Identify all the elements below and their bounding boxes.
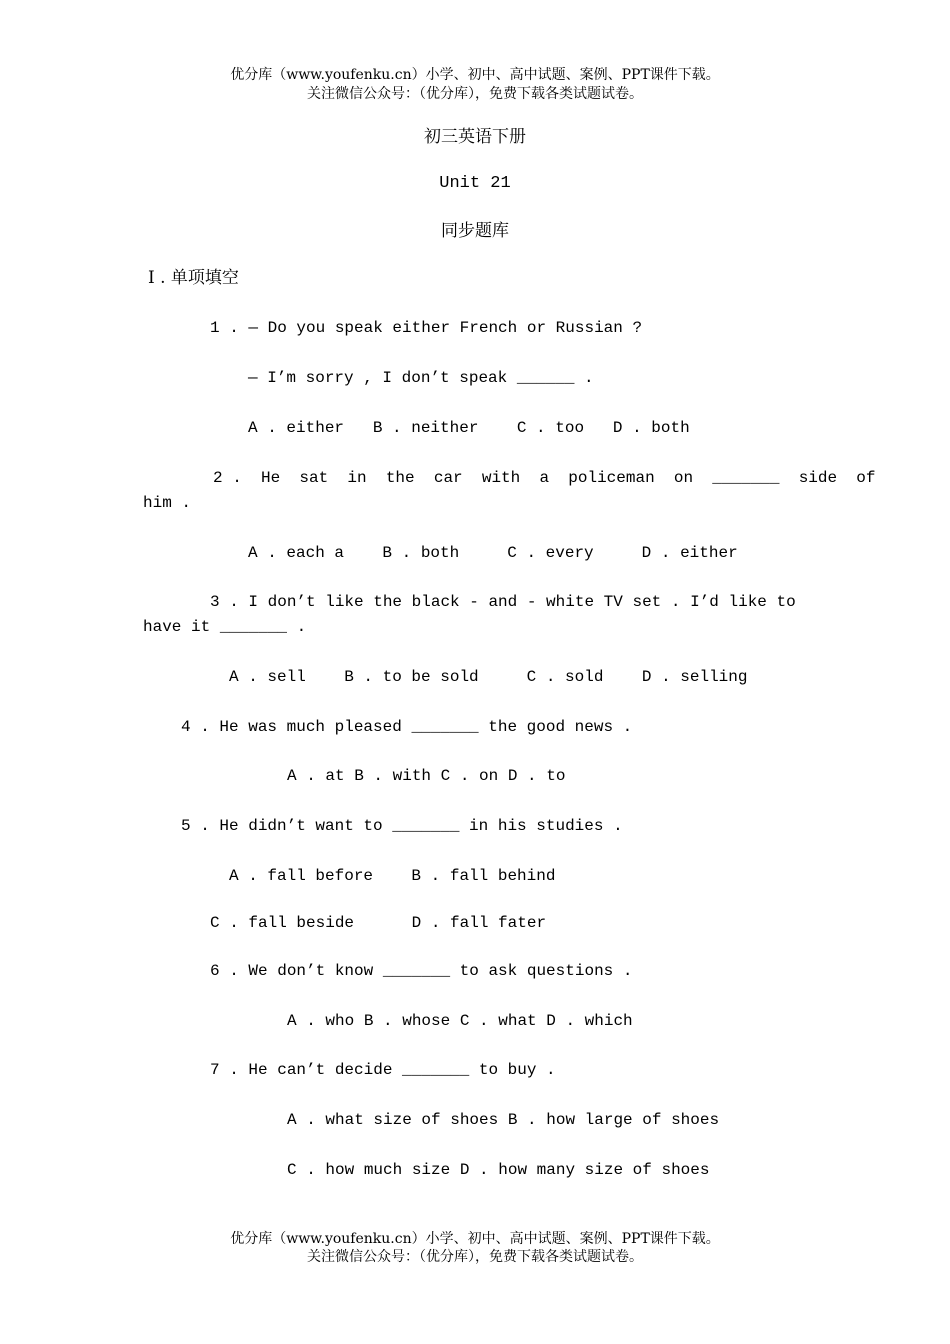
footer-line-2: 关注微信公众号：（优分库），免费下载各类试题试卷。 [307,1249,643,1265]
footer-line-1: 优分库（www.youfenku.cn）小学、初中、高中试题、案例、PPT课件下载。 [230,1231,720,1247]
question-1-line-1: 1 . — Do you speak either French or Russian ? [210,319,643,337]
question-4-options: A . at B . with C . on D . to [287,767,566,785]
header-line-2: 关注微信公众号：（优分库），免费下载各类试题试卷。 [307,86,643,102]
question-7-options-a-b: A . what size of shoes B . how large of shoes [287,1111,720,1129]
section-heading: Ⅰ . 单项填空 [148,268,239,288]
question-6-options: A . who B . whose C . what D . which [287,1012,633,1030]
question-7: 7 . He can’t decide _______ to buy . [210,1061,556,1079]
question-5: 5 . He didn’t want to _______ in his studies . [181,817,623,835]
question-1-line-2: — I’m sorry , I don’t speak ______ . [248,369,594,387]
question-7-options-c-d: C . how much size D . how many size of shoes [287,1161,710,1179]
document-title: 初三英语下册 [424,127,526,147]
header-line-1: 优分库（www.youfenku.cn）小学、初中、高中试题、案例、PPT课件下载。 [230,67,720,83]
question-3-options: A . sell B . to be sold C . sold D . selling [229,668,748,686]
question-4: 4 . He was much pleased _______ the good news . [181,718,633,736]
question-1-options: A . either B . neither C . too D . both [248,419,690,437]
question-2-options: A . each a B . both C . every D . either [248,544,738,562]
document-subtitle: 同步题库 [441,221,509,241]
question-3-line-2: have it _______ . [143,618,307,636]
question-5-options-c-d: C . fall beside D . fall fater [210,914,547,932]
question-2-line-1: 2 . He sat in the car with a policeman on _______ side of [213,469,876,487]
question-6: 6 . We don’t know _______ to ask questions . [210,962,633,980]
question-3-line-1: 3 . I don’t like the black - and - white TV set . I’d like to [210,593,796,611]
question-5-options-a-b: A . fall before B . fall behind [229,867,556,885]
unit-label: Unit 21 [439,174,511,193]
question-2-line-2: him . [143,494,192,512]
